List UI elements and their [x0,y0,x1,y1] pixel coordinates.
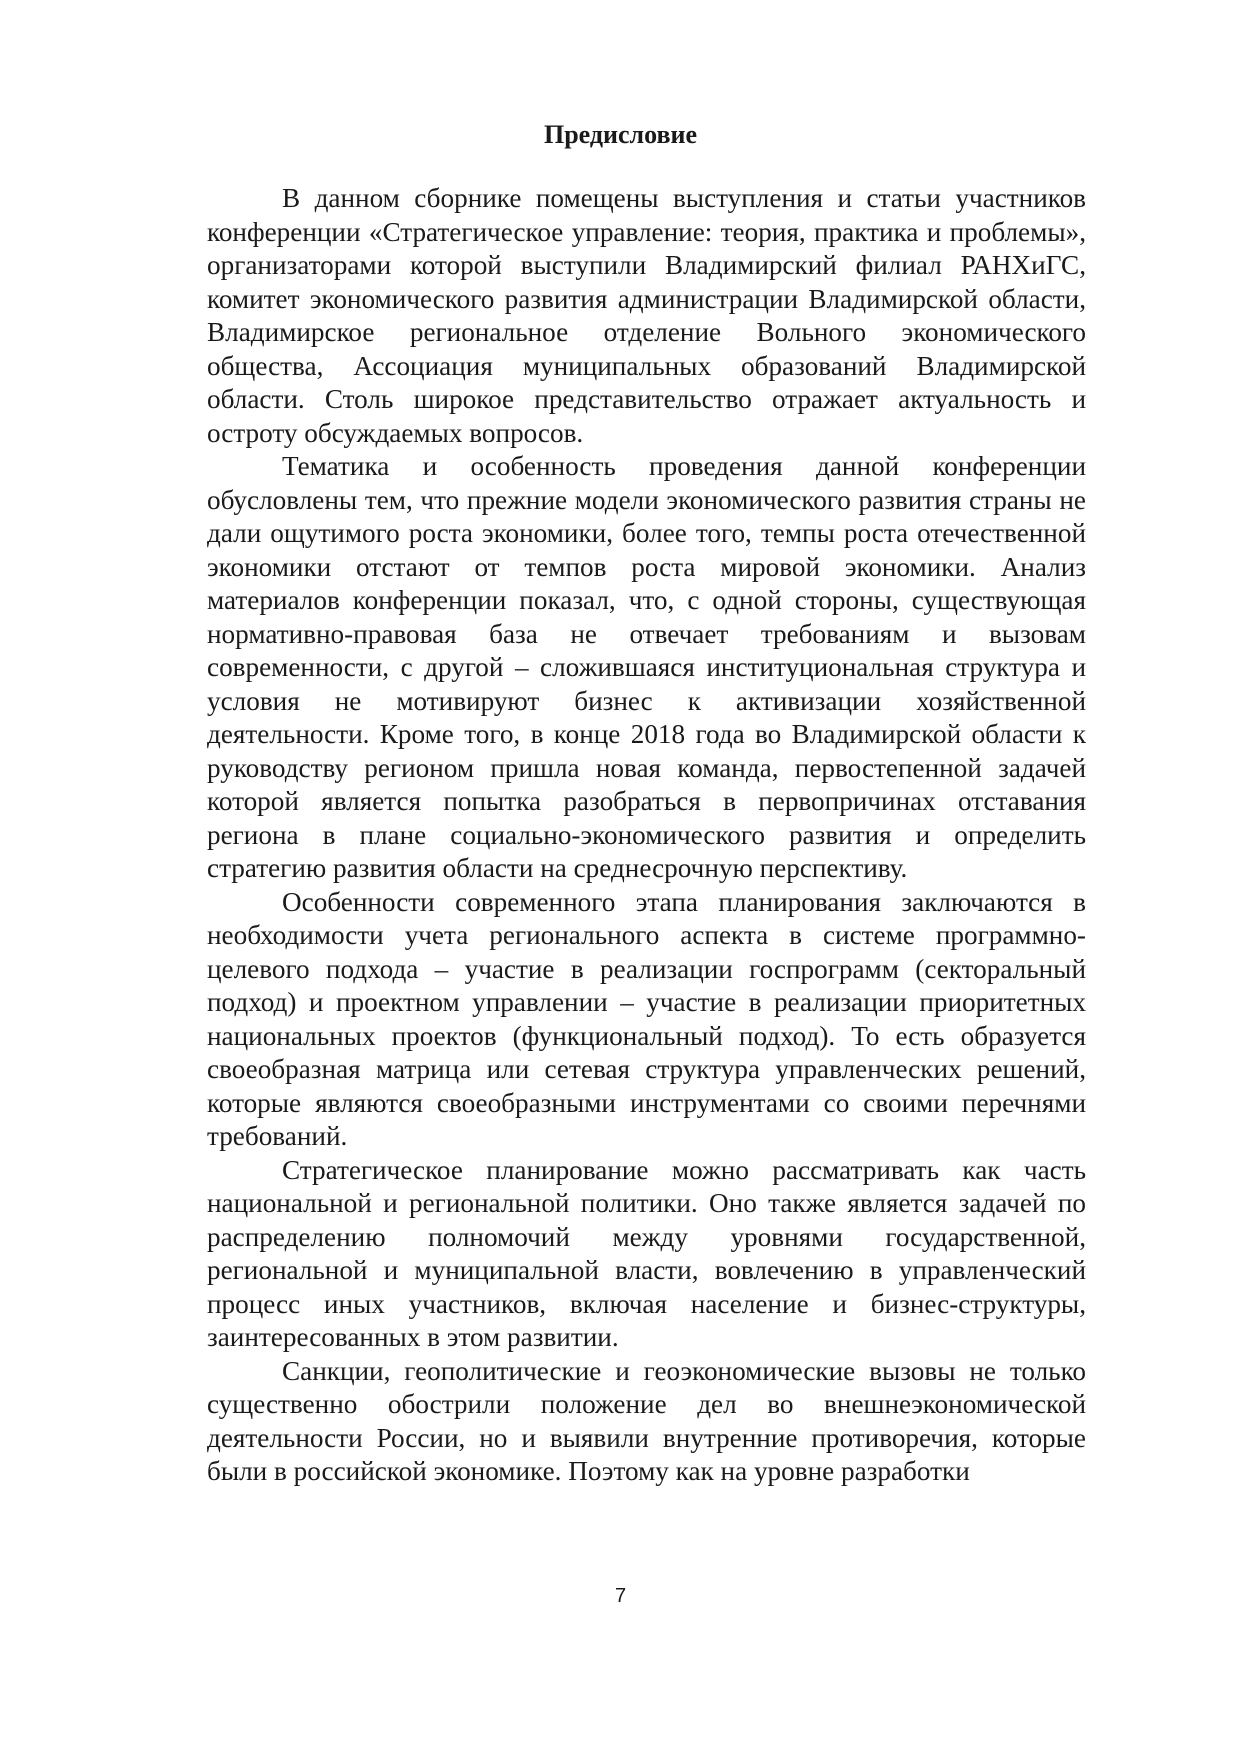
paragraph-5: Санкции, геополитические и геоэкономические вызовы не только существенно обострили положение дел во внешнеэкономической деятельности России, но и выявили внутренние противоречия, которые были в российской экономике. Поэтому как на уровне разработки [207,1355,1086,1486]
paragraph-1: В данном сборнике помещены выступления и статьи участников конференции «Стратегическое управление: теория, практика и проблемы», организаторами которой выступили Владимирский филиал РАНХиГС, комитет экономического развития администрации Владимирской области, Владимирское региональное отделение Вольного экономического общества, Ассоциация муниципальных образований Владимирской области. Столь широкое представительство отражает актуальность и остроту обсуждаемых вопросов. [207,183,1086,448]
page-number: 7 [614,1585,627,1607]
paragraph-2: Тематика и особенность проведения данной конференции обусловлены тем, что прежние модели экономического развития страны не дали ощутимого роста экономики, более того, темпы роста отечественной экономики отстают от темпов роста мировой экономики. Анализ материалов конференции показал, что, с одной стороны, существующая нормативно-правовая база не отвечает требованиям и вызовам современности, с другой – сложившаяся институциональная структура и условия не мотивируют бизнес к активизации хозяйственной деятельности. Кроме того, в конце 2018 года во Владимирской области к руководству регионом пришла новая команда, первостепенной задачей которой является попытка разобраться в первопричинах отставания региона в плане социально-экономического развития и определить стратегию развития области на среднесрочную перспективу. [207,451,1086,883]
body-text [207,182,1086,1489]
page-title: Предисловие [543,120,698,149]
paragraph-4: Стратегическое планирование можно рассматривать как часть национальной и региональной политики. Оно также является задачей по распределению полномочий между уровнями государственной, региональной и муниципальной власти, вовлечению в управленческий процесс иных участников, включая население и бизнес-структуры, заинтересованных в этом развитии. [207,1154,1086,1352]
paragraph-3: Особенности современного этапа планирования заключаются в необходимости учета регионального аспекта в системе программно-целевого подхода – участие в реализации госпрограмм (секторальный подход) и проектном управлении – участие в реализации приоритетных национальных проектов (функциональный подход). То есть образуется своеобразная матрица или сетевая структура управленческих решений, которые являются своеобразными инструментами со своими перечнями требований. [207,886,1086,1151]
